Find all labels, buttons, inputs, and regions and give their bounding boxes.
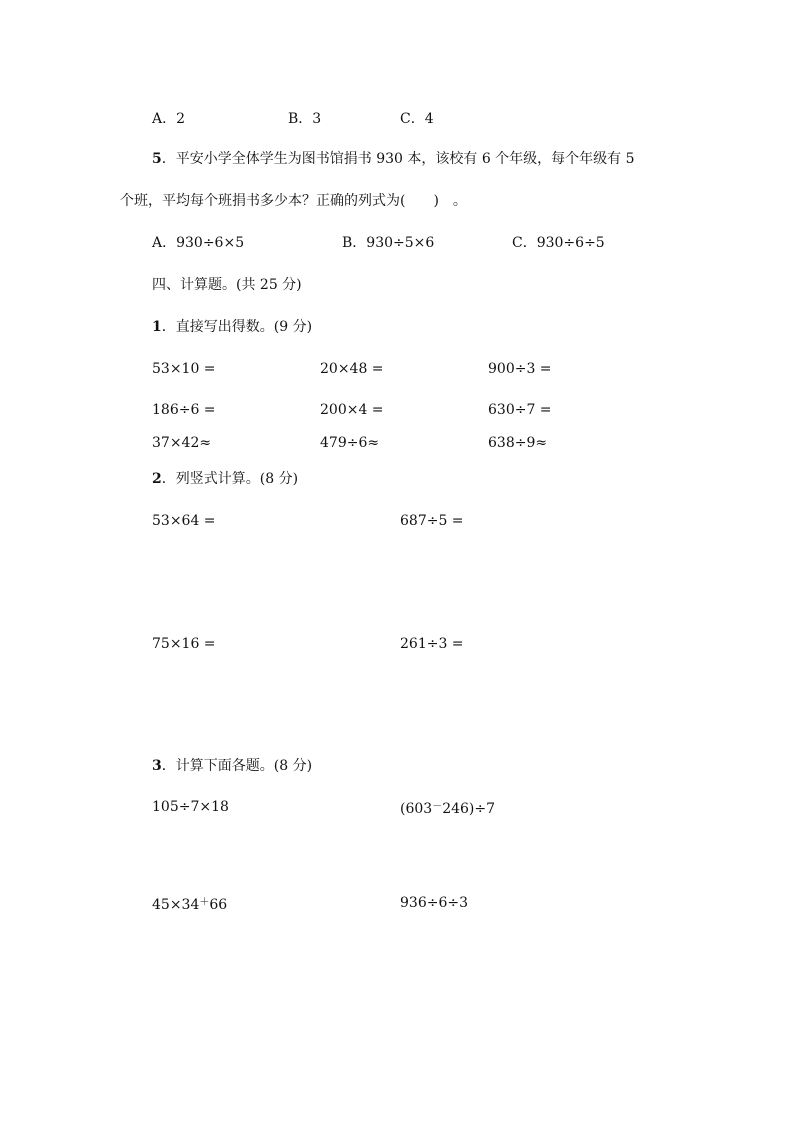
vertical-calc-item: 75×16 = [152, 636, 216, 652]
part2-title [152, 470, 298, 488]
calc-item: 200×4 = [320, 402, 384, 418]
part1-title-text: ．直接写出得数。(9 分) [161, 319, 313, 335]
calc-item: 186÷6 = [152, 402, 216, 418]
section-heading: 四、计算题。(共 25 分) [152, 277, 302, 293]
part3-title [152, 757, 312, 775]
part3-title-text: ．计算下面各题。(8 分) [161, 758, 313, 774]
calc-item: 479÷6≈ [320, 435, 380, 451]
vertical-calc-item: 53×64 = [152, 513, 216, 529]
vertical-calc-item: 261÷3 = [400, 636, 464, 652]
expression-part: 66 [209, 897, 228, 913]
expression-part: 45×34 [152, 897, 200, 913]
minus-sign: － [432, 801, 443, 812]
q5-line2: 个班，平均每个班捐书多少本？正确的列式为( ) 。 [120, 193, 467, 209]
expression-item: 936÷6÷3 [400, 895, 468, 911]
calc-item: 900÷3 = [488, 361, 552, 377]
calc-item: 20×48 = [320, 361, 384, 377]
part3-number: 3 [152, 758, 162, 774]
calc-item: 630÷7 = [488, 402, 552, 418]
q5-number: 5 [152, 151, 162, 167]
expression-item [400, 798, 495, 818]
q4-option-b: B．3 [288, 111, 322, 127]
q5-text-1: ．平安小学全体学生为图书馆捐书 930 本，该校有 6 个年级，每个年级有 5 [161, 151, 635, 167]
vertical-calc-item: 687÷5 = [400, 513, 464, 529]
q5-option-c: C．930÷6÷5 [512, 235, 605, 251]
calc-item: 53×10 = [152, 361, 216, 377]
expression-item: 105÷7×18 [152, 799, 229, 815]
part2-title-text: ．列竖式计算。(8 分) [161, 471, 299, 487]
expression-item [152, 894, 227, 914]
q4-option-a: A．2 [152, 111, 186, 127]
calc-item: 638÷9≈ [488, 435, 548, 451]
part1-number: 1 [152, 319, 162, 335]
calc-item: 37×42≈ [152, 435, 212, 451]
q5-option-a: A．930÷6×5 [152, 235, 245, 251]
plus-sign: ＋ [199, 897, 210, 908]
expression-part: 246)÷7 [442, 801, 496, 817]
q5-line1 [152, 150, 635, 168]
q5-option-b: B．930÷5×6 [342, 235, 435, 251]
part2-number: 2 [152, 471, 162, 487]
part1-title [152, 318, 312, 336]
expression-part: (603 [400, 801, 433, 817]
q4-option-c: C．4 [400, 111, 434, 127]
